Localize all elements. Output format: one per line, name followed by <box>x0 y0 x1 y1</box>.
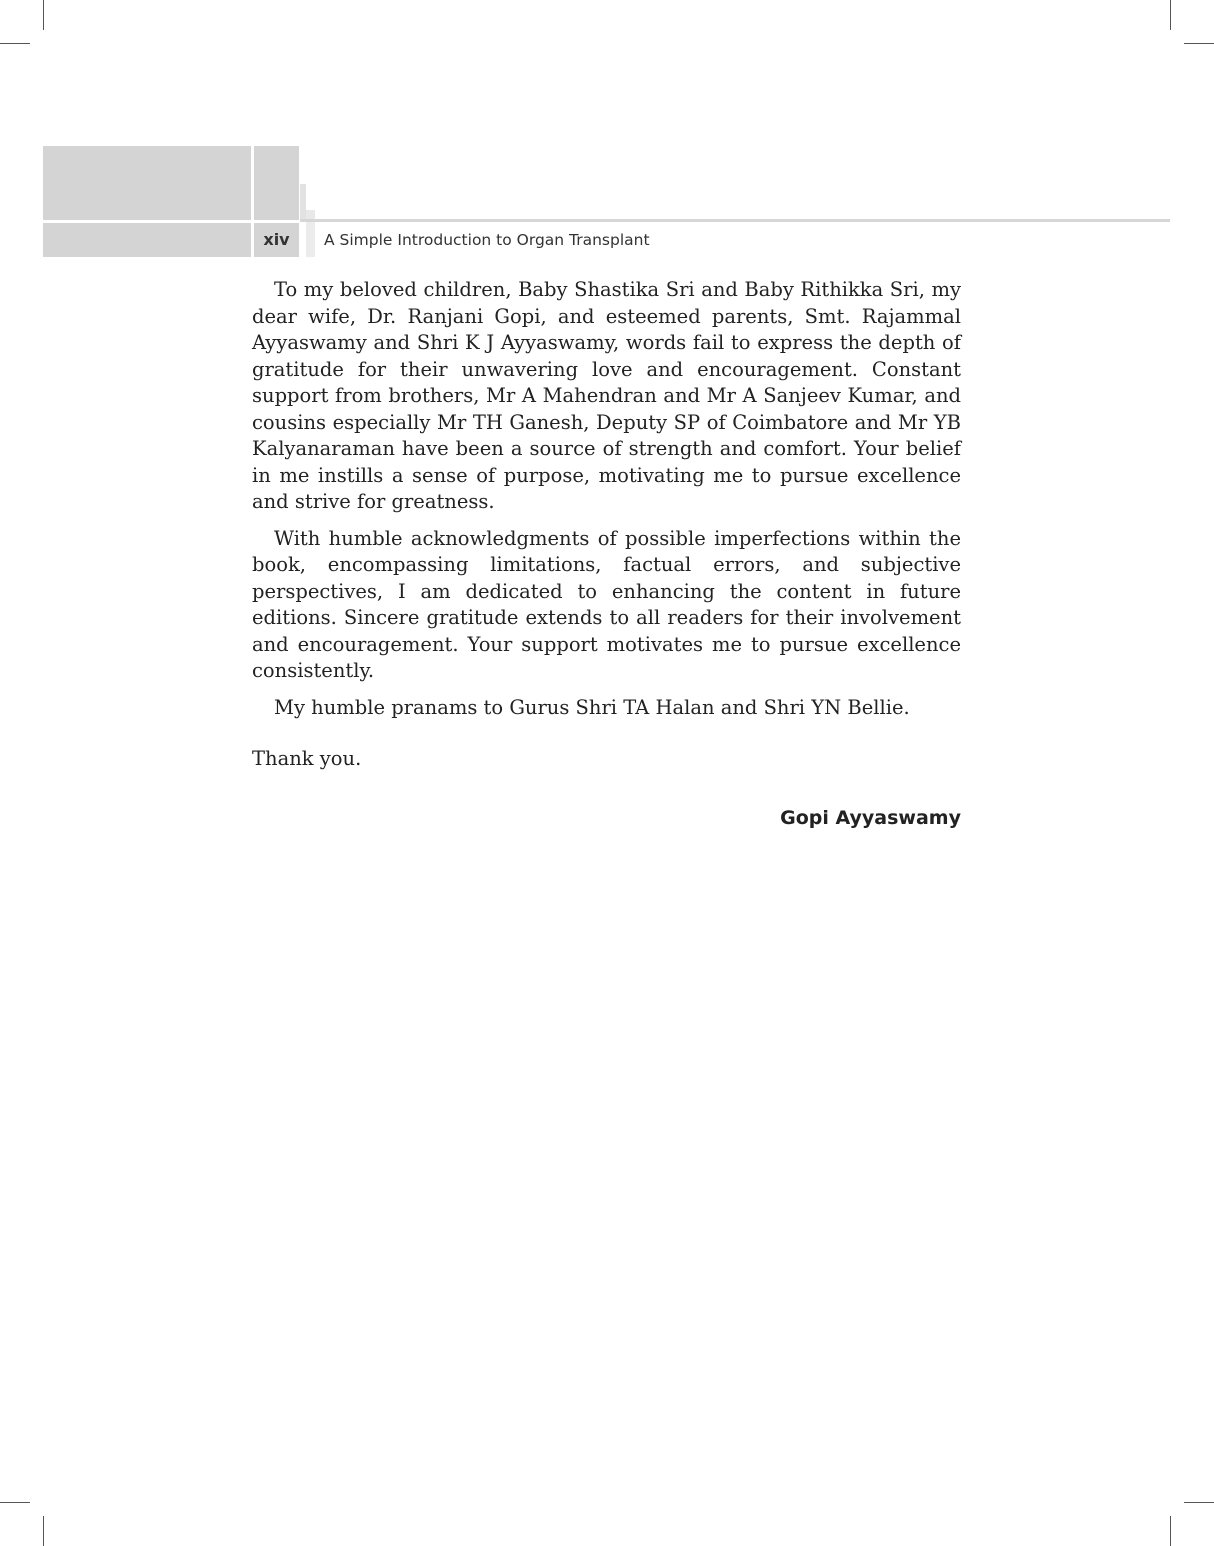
crop-mark-bottom-right-h <box>1184 1502 1214 1503</box>
crop-mark-top-left <box>43 0 44 30</box>
crop-mark-top-left-h <box>0 43 30 44</box>
page-number: xiv <box>263 230 290 249</box>
header-block-bottom-left <box>43 223 251 257</box>
header-strip <box>306 222 315 257</box>
crop-mark-bottom-left <box>43 1516 44 1546</box>
header-block-top-left <box>43 146 251 220</box>
paragraph-acknowledgment: With humble acknowledgments of possible imperfections within the book, encompassing limitations, factual errors, and subjective perspectives, I am dedicated to enhancing the content in future editions. Sincere gratitude extends to all readers for their involvement and encouragement. Your support motivates me to pursue excellence consistently. <box>252 526 961 682</box>
paragraph-dedication: To my beloved children, Baby Shastika Sri and Baby Rithikka Sri, my dear wife, Dr. Ranjani Gopi, and esteemed parents, Smt. Rajammal Ayyaswamy and Shri K J Ayyaswamy, words fail to express the depth of gratitude for their unwavering love and encouragement. Constant support from brothers, Mr A Mahendran and Mr A Sanjeev Kumar, and cousins especially Mr TH Ganesh, Deputy SP of Coimbatore and Mr YB Kalyanaraman have been a source of strength and comfort. Your belief in me instills a sense of purpose, motivating me to pursue excellence and strive for greatness. <box>252 278 961 513</box>
crop-mark-top-right <box>1170 0 1171 30</box>
crop-mark-top-right-h <box>1184 43 1214 44</box>
crop-mark-bottom-right <box>1170 1516 1171 1546</box>
crop-mark-bottom-left-h <box>0 1502 30 1503</box>
body-text <box>252 277 961 731</box>
paragraph-pranams: My humble pranams to Gurus Shri TA Halan and Shri YN Bellie. <box>274 695 910 719</box>
author-signature: Gopi Ayyaswamy <box>780 807 961 829</box>
header-rule <box>300 219 1170 222</box>
closing-text: Thank you. <box>252 747 362 770</box>
running-title: A Simple Introduction to Organ Transplant <box>324 231 650 249</box>
header-block-top-right <box>254 146 299 220</box>
